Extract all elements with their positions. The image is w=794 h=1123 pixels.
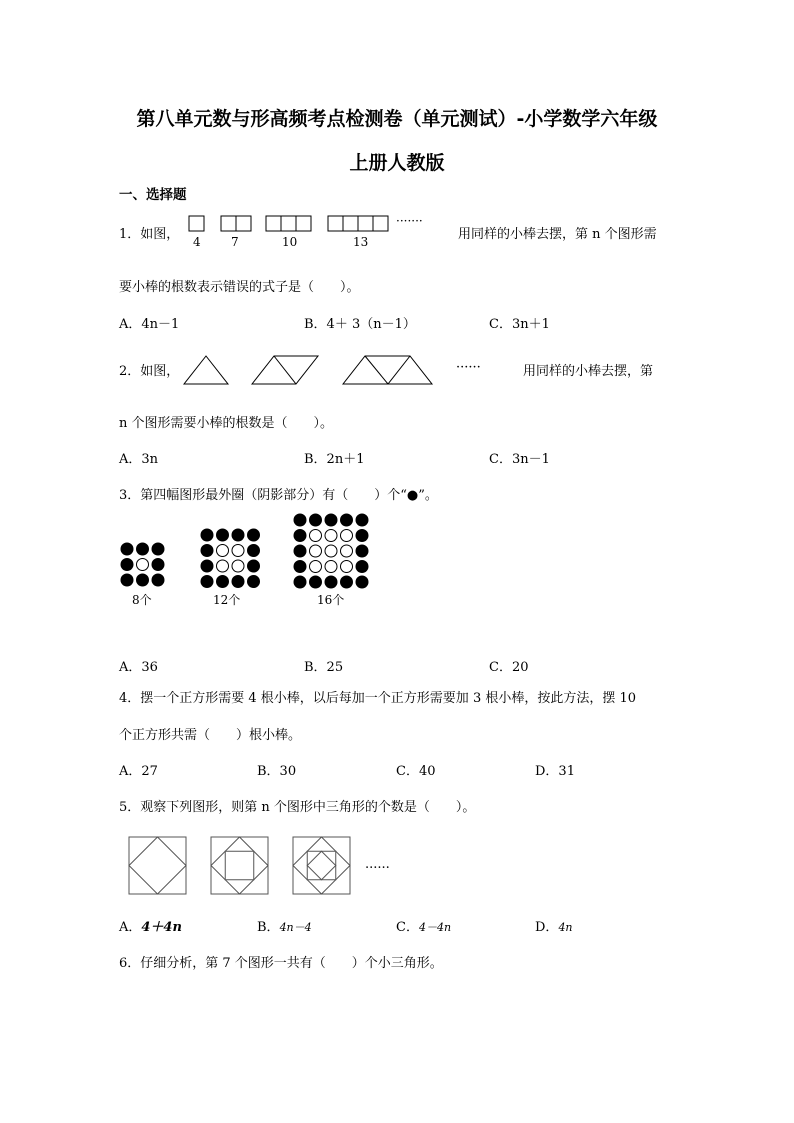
q2-text-line2: n 个图形需要小棒的根数是（ ）。 [119,416,334,431]
q3-option-a[interactable]: A．36 [119,660,158,675]
q1-label-3: 10 [282,235,298,249]
q5-option-a[interactable] [119,916,182,935]
q6-text: 6．仔细分析，第 7 个图形一共有（ ）个小三角形。 [119,956,443,971]
q5-option-b[interactable] [257,916,312,935]
q5-fig2 [211,837,268,894]
q4-option-b[interactable]: B．30 [257,764,297,779]
q3-label-1: 8个 [132,593,152,607]
q5-option-c-letter: C． [396,920,419,935]
q5-fig3 [293,837,350,894]
q5-option-b-letter: B． [257,920,280,935]
q2-option-c[interactable]: C．3n－1 [489,452,550,467]
q1-option-b[interactable]: B．4＋ 3（n－1） [304,317,416,332]
q4-option-c[interactable]: C．40 [396,764,436,779]
q4-text-line1: 4．摆一个正方形需要 4 根小棒，以后每加一个正方形需要加 3 根小棒，按此方法，摆 10 [119,691,637,706]
q3-label-3: 16个 [317,593,345,607]
q1-number: 1．如图， [119,227,180,242]
q1-label-2: 7 [231,235,239,249]
section-heading-choice: 一、选择题 [119,187,187,203]
q3-text: 3．第四幅图形最外圈（阴影部分）有（ ）个“●”。 [119,488,438,503]
q2-text-tail: 用同样的小棒去摆，第 [523,364,654,379]
q2-number: 2．如图， [119,364,180,379]
q3-option-b[interactable]: B．25 [304,660,344,675]
q4-text-line2: 个正方形共需（ ）根小棒。 [119,728,302,743]
page-title-line1: 第八单元数与形高频考点检测卷（单元测试）-小学数学六年级 [136,108,658,130]
q4-option-d[interactable]: D．31 [535,764,575,779]
q5-option-d[interactable] [535,916,573,935]
q2-option-b[interactable]: B．2n＋1 [304,452,365,467]
q1-text-tail: 用同样的小棒去摆，第 n 个图形需 [458,227,657,242]
q2-option-a[interactable]: A．3n [119,452,159,467]
q5-ellipsis: ...... [365,857,390,872]
q4-option-a[interactable]: A．27 [119,764,158,779]
q3-option-c[interactable]: C．20 [489,660,529,675]
q1-option-a[interactable]: A．4n－1 [119,317,180,332]
q5-option-a-letter: A． [119,920,142,935]
q5-option-b-expr: 4n－4 [279,921,312,934]
q1-ellipsis: ······· [396,214,423,228]
q1-text-line2: 要小棒的根数表示错误的式子是（ ）。 [119,280,360,295]
q5-option-c[interactable] [396,916,451,935]
q1-label-1: 4 [193,235,201,249]
q5-option-d-letter: D． [535,920,559,935]
q5-text: 5．观察下列图形，则第 n 个图形中三角形的个数是（ ）。 [119,800,476,815]
q3-label-2: 12个 [213,593,241,607]
q5-option-a-expr: 4＋4n [141,920,182,935]
page-title-line2: 上册人教版 [349,152,445,174]
q2-ellipsis: ······ [456,360,481,375]
q1-option-c[interactable]: C．3n＋1 [489,317,550,332]
q5-option-c-expr: 4－4n [418,921,452,934]
q1-label-4: 13 [353,235,369,249]
q5-fig1 [129,837,186,894]
q5-option-d-expr: 4n [558,921,573,934]
